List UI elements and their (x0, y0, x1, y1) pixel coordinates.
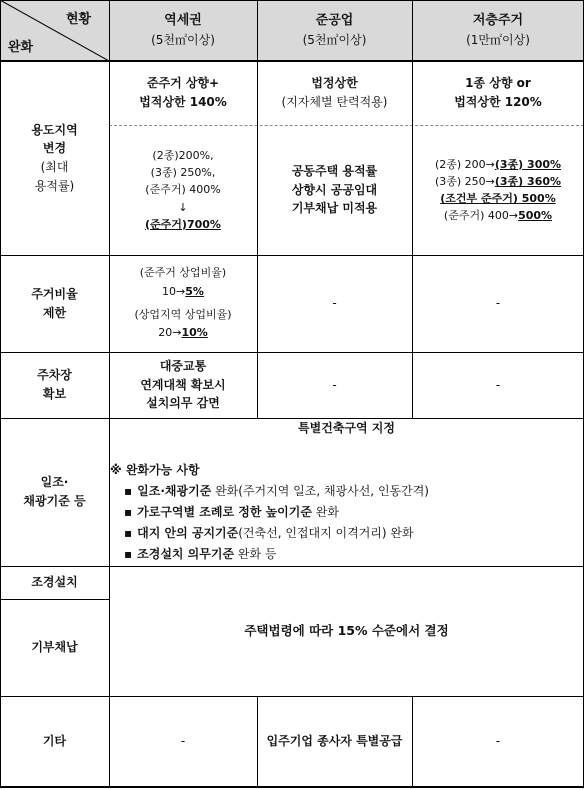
residential-ratio-station: (준주거 상업비율) 10→5% (상업지역 상업비율) 20→10% (134, 266, 232, 340)
other-station: - (180, 733, 186, 748)
row-label-zoning: 용도지역 변경 (최대 용적률) (31, 122, 78, 193)
row-label-donation: 기부채납 (31, 640, 78, 655)
row-label-parking: 주차장 확보 (37, 368, 72, 401)
parking-station: 대중교통 연계대책 확보시 설치의무 감면 (140, 359, 226, 411)
label-column-divider (109, 0, 110, 788)
table-border-left (0, 0, 1, 788)
down-arrow-icon: ↓ (178, 200, 188, 214)
row-label-landscape: 조경설치 (31, 575, 78, 590)
column-divider (412, 0, 413, 418)
zoning-lowrise-top: 1종 상향 or 법적상한 120% (454, 76, 542, 109)
list-item: ▪ 가로구역별 조례로 정한 높이기준 완화 (110, 502, 580, 523)
row-label-sunlight: 일조· 채광기준 등 (23, 475, 86, 508)
row-divider (0, 599, 109, 600)
row-label-other: 기타 (42, 733, 67, 748)
sunlight-list-title: ※ 완화가능 사항 (110, 463, 200, 477)
header-corner-bottom-label: 완화 (8, 40, 34, 55)
table-border-bottom (0, 786, 584, 788)
table-border-top (0, 0, 584, 1)
column-divider (257, 0, 258, 418)
header-industrial-title: 준공업 (315, 13, 354, 29)
other-lowrise: - (495, 733, 501, 748)
sunlight-title: 특별건축구역 지정 (298, 421, 395, 435)
zoning-lowrise-bottom: (2종) 200→(3종) 300% (3종) 250→(3종) 360% (조건부 준주거) 500% (준주거) 400→500% (434, 157, 562, 223)
row-divider (0, 352, 584, 353)
residential-ratio-lowrise: - (495, 296, 501, 311)
parking-lowrise: - (495, 377, 501, 392)
donation-text: 주택법령에 따라 15% 수준에서 결정 (244, 623, 449, 639)
column-divider (257, 696, 258, 788)
residential-ratio-industrial: - (332, 296, 337, 311)
header-lowrise-sub: (1만㎡이상) (466, 33, 530, 48)
list-item: ▪ 대지 안의 공지기준(건축선, 인접대지 이격거리) 완화 (110, 523, 580, 544)
header-divider (0, 60, 584, 62)
zoning-industrial-bottom: 공동주택 용적률 상향시 공공임대 기부채납 미적용 (291, 164, 378, 216)
row-label-residential-ratio: 주거비율 제한 (31, 286, 78, 320)
column-divider (412, 696, 413, 788)
row-divider (0, 696, 584, 697)
header-station-sub: (5천㎡이상) (151, 33, 215, 48)
header-industrial-cell (257, 0, 412, 61)
header-lowrise-cell (412, 0, 584, 61)
row-divider (0, 418, 584, 419)
header-industrial-sub: (5천㎡이상) (302, 33, 367, 48)
list-item: ▪ 조경설치 의무기준 완화 등 (110, 544, 580, 565)
row-divider (0, 566, 584, 567)
list-item: ▪ 일조·채광기준 완화(주거지역 일조, 채광사선, 인동간격) (110, 481, 580, 502)
parking-industrial: - (332, 377, 337, 392)
zoning-station-bottom: (2종)200%, (3종) 250%, (준주거) 400% ↓ (준주거)700% (145, 149, 221, 231)
header-lowrise-title: 저층주거 (472, 13, 524, 29)
header-station-title: 역세권 (164, 13, 202, 29)
header-corner-top-label: 현황 (66, 12, 92, 27)
zoning-station-top: 준주거 상향+ 법적상한 140% (139, 76, 227, 109)
sunlight-list (110, 460, 580, 565)
header-station-cell (109, 0, 257, 61)
row-divider (0, 255, 584, 256)
other-industrial: 입주기업 종사자 특별공급 (266, 733, 403, 748)
zoning-industrial-top: 법정상한 (지자체별 탄력적용) (281, 76, 388, 109)
